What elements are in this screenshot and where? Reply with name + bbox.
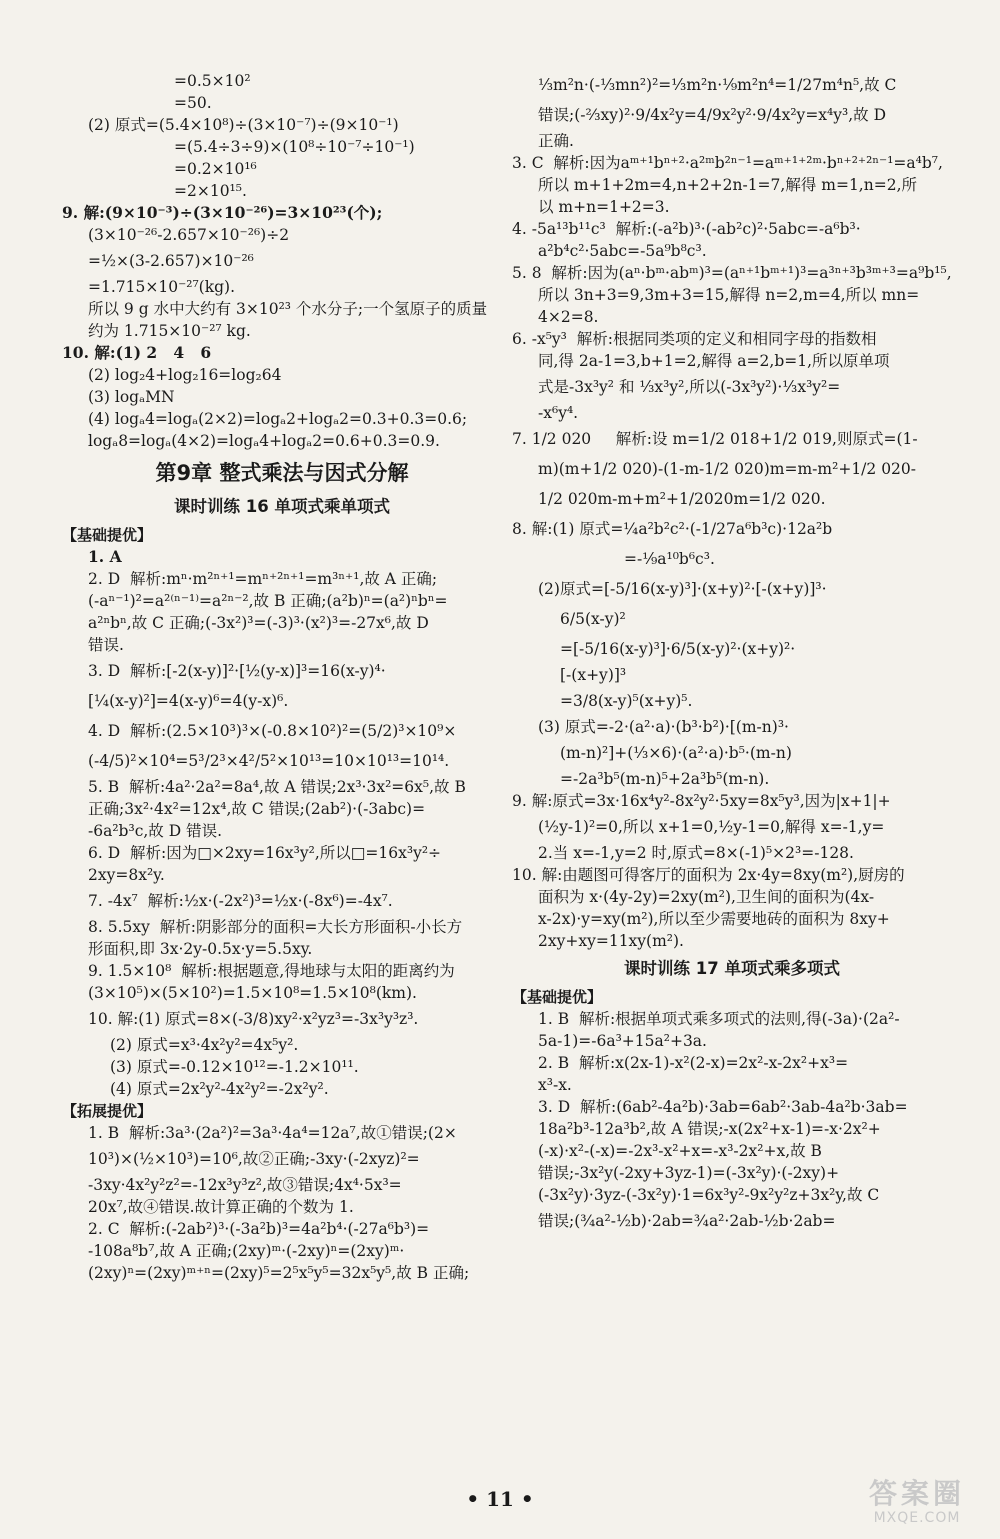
answer-line: -3xy·4x²y²z²=-12x³y³z²,故③错误;4x⁴·5x³= bbox=[88, 1176, 402, 1194]
section-heading: 【基础提优】 bbox=[512, 988, 603, 1006]
answer-line: =-2a³b⁵(m-n)⁵+2a³b⁵(m-n). bbox=[560, 770, 770, 788]
answer-line: 以 m+n=1+2=3. bbox=[538, 198, 670, 216]
page-number: • 11 • bbox=[466, 1487, 534, 1511]
answer-line: =0.2×10¹⁶ bbox=[174, 160, 257, 178]
answer-line: 7. -4x⁷ 解析:½x·(-2x²)³=½x·(-8x⁶)=-4x⁷. bbox=[88, 892, 393, 910]
answer-line: 形面积,即 3x·2y-0.5x·y=5.5xy. bbox=[88, 940, 313, 958]
answer-line: 2xy=8x²y. bbox=[88, 866, 165, 884]
lesson-title: 课时训练 17 单项式乘多项式 bbox=[624, 959, 840, 978]
watermark-mark: 答案圈 bbox=[868, 1477, 965, 1510]
answer-line: =(5.4÷3÷9)×(10⁸÷10⁻⁷÷10⁻¹) bbox=[174, 138, 415, 156]
answer-line: 正确. bbox=[538, 132, 574, 150]
lesson-title: 课时训练 16 单项式乘单项式 bbox=[174, 497, 390, 516]
answer-line: =0.5×10² bbox=[174, 72, 251, 90]
answer-line: 2.当 x=-1,y=2 时,原式=8×(-1)⁵×2³=-128. bbox=[538, 844, 854, 862]
answer-line: =2×10¹⁵. bbox=[174, 182, 247, 200]
answer-line: 3. D 解析:[-2(x-y)]²·[½(y-x)]³=16(x-y)⁴· bbox=[88, 662, 386, 680]
answer-line: 所以 9 g 水中大约有 3×10²³ 个水分子;一个氢原子的质量 bbox=[88, 300, 488, 318]
answer-line: (3) 原式=-2·(a²·a)·(b³·b²)·[(m-n)³· bbox=[538, 718, 789, 736]
answer-line: 3. D 解析:(6ab²-4a²b)·3ab=6ab²·3ab-4a²b·3ab= bbox=[538, 1098, 908, 1116]
answer-line: (-x)·x²-(-x)=-2x³-x²+x=-x³-2x²+x,故 B bbox=[538, 1142, 822, 1160]
answer-line: 1. A bbox=[88, 547, 122, 566]
answer-line: 4. D 解析:(2.5×10³)³×(-0.8×10²)²=(5/2)³×10⁹× bbox=[88, 722, 457, 740]
answer-line: 约为 1.715×10⁻²⁷ kg. bbox=[88, 322, 251, 340]
answer-line: 9. 解:(9×10⁻³)÷(3×10⁻²⁶)=3×10²³(个); bbox=[62, 203, 383, 222]
answer-line: 5a-1)=-6a³+15a²+3a. bbox=[538, 1032, 707, 1050]
answer-line: -x⁶y⁴. bbox=[538, 404, 579, 422]
answer-line: 所以 3n+3=9,3m+3=15,解得 n=2,m=4,所以 mn= bbox=[538, 286, 920, 304]
answer-line: 3. C 解析:因为aᵐ⁺¹bⁿ⁺²·a²ᵐb²ⁿ⁻¹=aᵐ⁺¹⁺²ᵐ·bⁿ⁺²⁺²ⁿ⁻¹=a⁴b⁷, bbox=[512, 154, 943, 172]
answer-line: 8. 5.5xy 解析:阴影部分的面积=大长方形面积-小长方 bbox=[88, 918, 463, 936]
answer-line: ⅓m²n·(-⅓mn²)²=⅓m²n·⅑m²n⁴=1/27m⁴n⁵,故 C bbox=[538, 76, 897, 94]
answer-line: 9. 1.5×10⁸ 解析:根据题意,得地球与太阳的距离约为 bbox=[88, 962, 455, 980]
answer-line: 8. 解:(1) 原式=¼a²b²c²·(-1/27a⁶b³c)·12a²b bbox=[512, 520, 833, 538]
answer-line: 6. D 解析:因为□×2xy=16x³y²,所以□=16x³y²÷ bbox=[88, 844, 442, 862]
answer-line: 6/5(x-y)² bbox=[560, 610, 626, 628]
left-column bbox=[62, 70, 502, 1284]
section-heading: 【基础提优】 bbox=[62, 526, 153, 544]
answer-line: (2)原式=[-5/16(x-y)³]·(x+y)²·[-(x+y)]³· bbox=[538, 580, 827, 598]
answer-line: 9. 解:原式=3x·16x⁴y²-8x²y²·5xy=8x⁵y³,因为|x+1|+ bbox=[512, 792, 891, 810]
answer-line: 错误;(-⅔xy)²·9/4x²y=4/9x²y²·9/4x²y=x⁴y³,故 D bbox=[538, 106, 887, 124]
answer-line: (m-n)²]+(⅓×6)·(a²·a)·b⁵·(m-n) bbox=[560, 744, 792, 762]
watermark-url: MXQE.COM bbox=[873, 1510, 961, 1526]
answer-line: 7. 1/2 020 解析:设 m=1/2 018+1/2 019,则原式=(1- bbox=[512, 430, 918, 448]
answer-line: (-4/5)²×10⁴=5³/2³×4²/5²×10¹³=10×10¹³=10¹⁴. bbox=[88, 752, 450, 770]
answer-line: =50. bbox=[174, 94, 212, 112]
section-heading: 【拓展提优】 bbox=[62, 1102, 153, 1120]
answer-line: 1/2 020m-m+m²+1/2020m=1/2 020. bbox=[538, 490, 826, 508]
answer-line: 错误. bbox=[88, 636, 124, 654]
chapter-title: 第9章 整式乘法与因式分解 bbox=[155, 461, 409, 485]
answer-line: 式是-3x³y² 和 ⅓x³y²,所以(-3x³y²)·⅓x³y²= bbox=[538, 378, 841, 396]
answer-line: 10³)×(½×10³)=10⁶,故②正确;-3xy·(-2xyz)²= bbox=[88, 1150, 420, 1168]
answer-line: 2xy+xy=11xy(m²). bbox=[538, 932, 684, 950]
answer-line: 4×2=8. bbox=[538, 308, 599, 326]
answer-line: (3) logₐMN bbox=[88, 388, 175, 406]
answer-line: 10. 解:(1) 2 4 6 bbox=[62, 343, 212, 362]
answer-line: 1. B 解析:3a³·(2a²)²=3a³·4a⁴=12a⁷,故①错误;(2× bbox=[88, 1124, 457, 1142]
answer-line: 2. B 解析:x(2x-1)-x²(2-x)=2x²-x-2x²+x³= bbox=[538, 1054, 849, 1072]
answer-line: (½y-1)²=0,所以 x+1=0,½y-1=0,解得 x=-1,y= bbox=[538, 818, 885, 836]
answer-line: 正确;3x²·4x²=12x⁴,故 C 错误;(2ab²)·(-3abc)= bbox=[88, 800, 426, 818]
answer-line: (4) 原式=2x²y²-4x²y²=-2x²y². bbox=[110, 1080, 329, 1098]
answer-line: logₐ8=logₐ(4×2)=logₐ4+logₐ2=0.6+0.3=0.9. bbox=[88, 432, 440, 450]
answer-line: -6a²b³c,故 D 错误. bbox=[88, 822, 223, 840]
answer-line: 错误;-3x²y(-2xy+3yz-1)=(-3x²y)·(-2xy)+ bbox=[538, 1164, 840, 1182]
answer-line: 错误;(¾a²-½b)·2ab=¾a²·2ab-½b·2ab= bbox=[538, 1212, 836, 1230]
right-column bbox=[512, 70, 952, 1236]
answer-line: x³-x. bbox=[538, 1076, 572, 1094]
answer-line: a²ⁿbⁿ,故 C 正确;(-3x²)³=(-3)³·(x²)³=-27x⁶,故 D bbox=[88, 614, 429, 632]
answer-line: 面积为 x·(4y-2y)=2xy(m²),卫生间的面积为(4x- bbox=[538, 888, 875, 906]
answer-line: 10. 解:由题图可得客厅的面积为 2x·4y=8xy(m²),厨房的 bbox=[512, 866, 905, 884]
answer-line: =1.715×10⁻²⁷(kg). bbox=[88, 278, 236, 296]
answer-line: 同,得 2a-1=3,b+1=2,解得 a=2,b=1,所以原单项 bbox=[538, 352, 890, 370]
answer-line: (3) 原式=-0.12×10¹²=-1.2×10¹¹. bbox=[110, 1058, 359, 1076]
watermark-logo bbox=[842, 1479, 992, 1533]
answer-line: 2. D 解析:mⁿ·m²ⁿ⁺¹=mⁿ⁺²ⁿ⁺¹=m³ⁿ⁺¹,故 A 正确; bbox=[88, 570, 438, 588]
answer-line: 1. B 解析:根据单项式乘多项式的法则,得(-3a)·(2a²- bbox=[538, 1010, 900, 1028]
answer-line: (2) 原式=x³·4x²y²=4x⁵y². bbox=[110, 1036, 299, 1054]
answer-line: (-aⁿ⁻¹)²=a²⁽ⁿ⁻¹⁾=a²ⁿ⁻²,故 B 正确;(a²b)ⁿ=(a²)ⁿbⁿ= bbox=[88, 592, 448, 610]
answer-line: 20x⁷,故④错误.故计算正确的个数为 1. bbox=[88, 1198, 354, 1216]
answer-line: (2) 原式=(5.4×10⁸)÷(3×10⁻⁷)÷(9×10⁻¹) bbox=[88, 116, 399, 134]
answer-line: 所以 m+1+2m=4,n+2+2n-1=7,解得 m=1,n=2,所 bbox=[538, 176, 917, 194]
answer-line: 5. B 解析:4a²·2a²=8a⁴,故 A 错误;2x³·3x²=6x⁵,故 B bbox=[88, 778, 466, 796]
answer-line: 2. C 解析:(-2ab²)³·(-3a²b)³=4a²b⁴·(-27a⁶b³)= bbox=[88, 1220, 430, 1238]
answer-line: =½×(3-2.657)×10⁻²⁶ bbox=[88, 252, 254, 270]
answer-line: (2xy)ⁿ=(2xy)ᵐ⁺ⁿ=(2xy)⁵=2⁵x⁵y⁵=32x⁵y⁵,故 B 正确; bbox=[88, 1264, 470, 1282]
answer-line: x-2x)·y=xy(m²),所以至少需要地砖的面积为 8xy+ bbox=[538, 910, 890, 928]
answer-line: =-⅑a¹⁰b⁶c³. bbox=[624, 550, 715, 568]
answer-line: 10. 解:(1) 原式=8×(-3/8)xy²·x²yz³=-3x³y³z³. bbox=[88, 1010, 419, 1028]
answer-line: 5. 8 解析:因为(aⁿ·bᵐ·abᵐ)³=(aⁿ⁺¹bᵐ⁺¹)³=a³ⁿ⁺³b³ᵐ⁺³=a⁹b¹⁵, bbox=[512, 264, 952, 282]
answer-line: [-(x+y)]³ bbox=[560, 666, 627, 684]
answer-line: (-3x²y)·3yz-(-3x²y)·1=6x³y²-9x²y²z+3x²y,故 C bbox=[538, 1186, 880, 1204]
answer-line: a²b⁴c²·5abc=-5a⁹b⁸c³. bbox=[538, 242, 707, 260]
answer-line: 18a²b³-12a³b²,故 A 错误;-x(2x²+x-1)=-x·2x²+ bbox=[538, 1120, 881, 1138]
answer-line: [¼(x-y)²]=4(x-y)⁶=4(y-x)⁶. bbox=[88, 692, 289, 710]
answer-line: 4. -5a¹³b¹¹c³ 解析:(-a²b)³·(-ab²c)²·5abc=-a⁶b³· bbox=[512, 220, 861, 238]
answer-line: =[-5/16(x-y)³]·6/5(x-y)²·(x+y)²· bbox=[560, 640, 796, 658]
answer-line: (2) log₂4+log₂16=log₂64 bbox=[88, 366, 282, 384]
answer-line: (3×10⁻²⁶-2.657×10⁻²⁶)÷2 bbox=[88, 226, 290, 244]
answer-line: m)(m+1/2 020)-(1-m-1/2 020)m=m-m²+1/2 020- bbox=[538, 460, 917, 478]
answer-line: -108a⁸b⁷,故 A 正确;(2xy)ᵐ·(-2xy)ⁿ=(2xy)ᵐ· bbox=[88, 1242, 405, 1260]
answer-line: (4) logₐ4=logₐ(2×2)=logₐ2+logₐ2=0.3+0.3=0.6; bbox=[88, 410, 468, 428]
answer-line: (3×10⁵)×(5×10²)=1.5×10⁸=1.5×10⁸(km). bbox=[88, 984, 417, 1002]
answer-line: =3/8(x-y)⁵(x+y)⁵. bbox=[560, 692, 693, 710]
answer-line: 6. -x⁵y³ 解析:根据同类项的定义和相同字母的指数相 bbox=[512, 330, 877, 348]
